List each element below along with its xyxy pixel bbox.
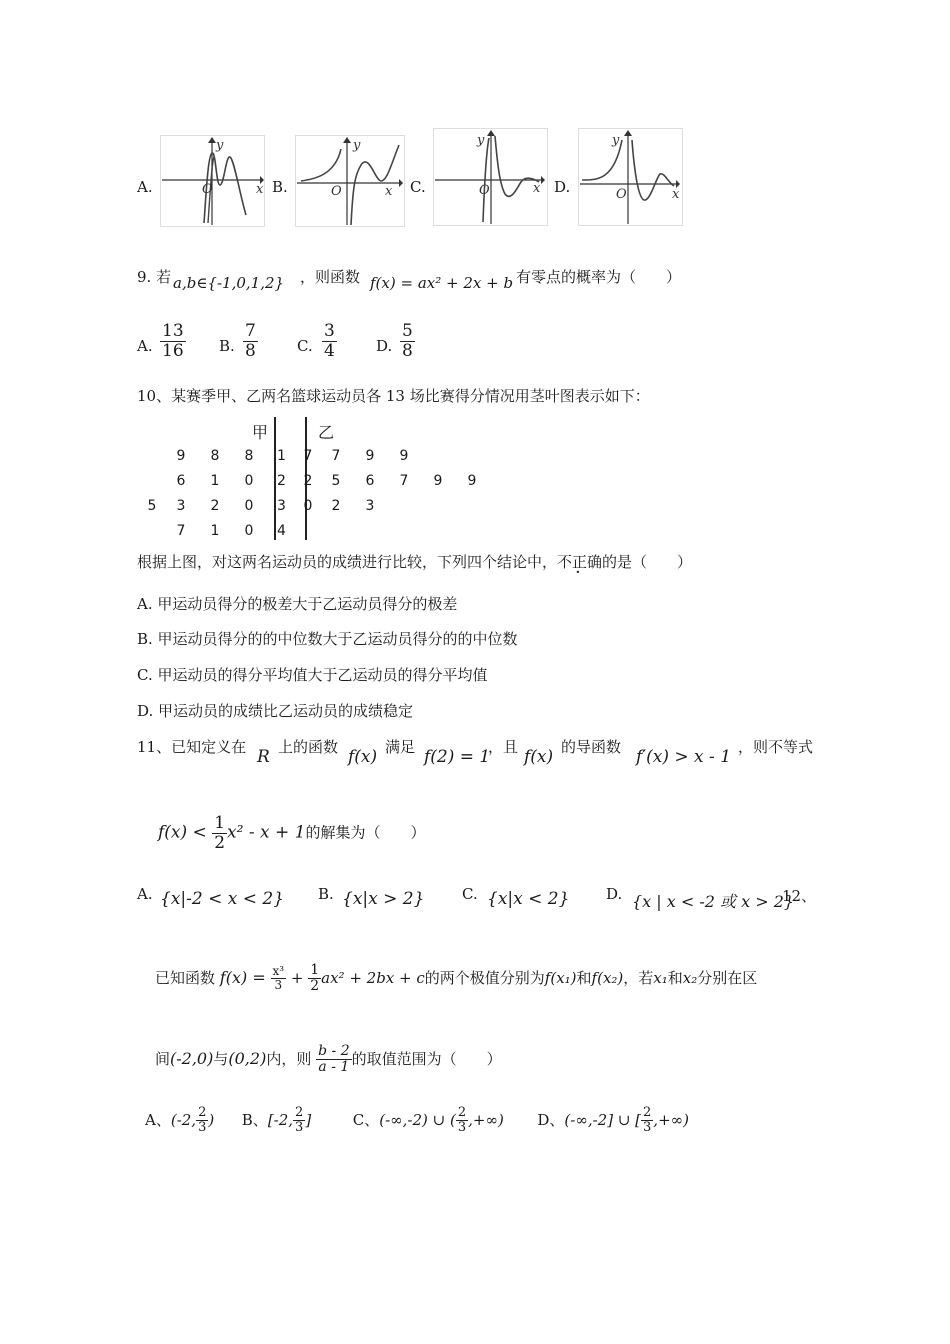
stem-leaf-row xyxy=(140,443,489,468)
q8-d-x-label: x xyxy=(672,187,680,202)
q11-option-c-label: C. xyxy=(462,885,478,903)
q9-function: f(x) = ax² + 2x + b xyxy=(370,274,514,292)
left-leaf: 0 xyxy=(244,522,254,539)
q10-option-b: B. 甲运动员得分的的中位数大于乙运动员得分的的中位数 xyxy=(137,630,518,648)
q9-option-b-label: B. xyxy=(219,337,235,355)
q10-question-pre: 根据上图，对这两名运动员的成绩进行比较，下列四个结论中， xyxy=(137,553,558,571)
left-leaf: 8 xyxy=(244,447,254,464)
right-leaf xyxy=(455,443,489,468)
q11-option-c: {x|x < 2} xyxy=(487,889,570,909)
left-leaf xyxy=(140,443,164,468)
q10-question-post: 的是（ ） xyxy=(602,553,693,571)
right-leaf xyxy=(421,518,455,543)
right-leaf xyxy=(421,493,455,518)
q10-stem: 10、某赛季甲、乙两名篮球运动员各 13 场比赛得分情况用茎叶图表示如下： xyxy=(137,387,650,405)
q8-b-origin: O xyxy=(331,184,342,199)
q8-a-x-label: x xyxy=(256,182,264,197)
q9-option-a-fraction: $\frac{13}{16}$ xyxy=(162,321,184,361)
q11-option-d: {x | x < -2 或 x > 2} xyxy=(632,892,795,911)
q9-set: a,b∈{-1,0,1,2} xyxy=(173,274,285,292)
q11-option-a: {x|-2 < x < 2} xyxy=(160,889,285,909)
q8-option-c-label: C. xyxy=(410,178,426,196)
right-leaf: 5 xyxy=(331,472,341,489)
stem-leaf-row xyxy=(140,468,489,493)
q8-d-origin: O xyxy=(616,187,627,202)
q12-options xyxy=(145,1106,689,1136)
left-leaf: 3 xyxy=(176,497,186,514)
q8-c-origin: O xyxy=(479,183,490,198)
right-leaf xyxy=(455,518,489,543)
right-leaf xyxy=(455,493,489,518)
right-leaf: 0 xyxy=(303,497,313,514)
right-leaf xyxy=(297,518,319,543)
stem-leaf-row xyxy=(140,518,489,543)
right-leaf xyxy=(387,518,421,543)
left-leaf: 2 xyxy=(210,497,220,514)
stem-leaf-row xyxy=(140,493,489,518)
q12-line1: 已知函数 f(x) = $\frac{\text{x³}}{3}$ + $\frac{1}{2}$ ax² + 2bx + c的两个极值分别为f(x₁)和f(x₂)，若x₁和x₂分别在区 xyxy=(155,962,758,995)
stem-leaf-table xyxy=(140,443,489,543)
q11-option-a-label: A. xyxy=(137,885,153,903)
right-leaf: 7 xyxy=(399,472,409,489)
q9-option-d-label: D. xyxy=(376,337,393,355)
q10-option-a: A. 甲运动员得分的极差大于乙运动员得分的极差 xyxy=(137,595,458,613)
right-leaf: 2 xyxy=(303,472,313,489)
left-leaf: 0 xyxy=(244,472,254,489)
stem-leaf-right-head: 乙 xyxy=(318,423,335,442)
q8-graph-b xyxy=(295,135,405,227)
left-leaf xyxy=(140,518,164,543)
q11-p4: ，且 xyxy=(488,738,519,756)
stem-value: 2 xyxy=(277,472,286,489)
right-leaf xyxy=(353,518,387,543)
right-leaf: 2 xyxy=(331,497,341,514)
q10-option-d: D. 甲运动员的成绩比乙运动员的成绩稳定 xyxy=(137,702,414,720)
q11-option-b: {x|x > 2} xyxy=(342,889,425,909)
q11-option-b-label: B. xyxy=(318,885,334,903)
q11-p2: 上的函数 xyxy=(278,738,339,756)
q11-fx2: f(x) xyxy=(524,747,554,767)
right-leaf: 3 xyxy=(365,497,375,514)
right-leaf: 9 xyxy=(467,472,477,489)
q11-fx: f(x) xyxy=(348,747,378,767)
left-leaf: 1 xyxy=(210,522,220,539)
q11-p3: 满足 xyxy=(385,738,416,756)
q9-option-d-fraction: $\frac{5}{8}$ xyxy=(402,321,413,361)
left-leaf: 1 xyxy=(210,472,220,489)
q10-option-c: C. 甲运动员的得分平均值大于乙运动员的得分平均值 xyxy=(137,666,488,684)
left-leaf: 0 xyxy=(244,497,254,514)
q12-option-d: D、(-∞,-2] ∪ [ $\frac{2}{3}$ ,+∞) xyxy=(537,1105,689,1136)
q12-frac-half: $\frac{1}{2}$ xyxy=(310,962,320,995)
q9-option-c-fraction: $\frac{3}{4}$ xyxy=(324,321,335,361)
q8-option-d-label: D. xyxy=(554,178,571,196)
q11-p5: 的导函数 xyxy=(561,738,622,756)
left-leaf: 7 xyxy=(176,522,186,539)
right-leaf: 9 xyxy=(433,472,443,489)
right-leaf xyxy=(319,518,353,543)
left-leaf xyxy=(140,468,164,493)
stem-value: 3 xyxy=(277,497,286,514)
q8-option-a-label: A. xyxy=(137,178,153,196)
q8-b-x-label: x xyxy=(385,184,393,199)
q8-c-x-label: x xyxy=(533,181,541,196)
q8-d-y-label: y xyxy=(612,133,620,148)
q8-a-y-label: y xyxy=(216,138,224,153)
q8-graph-d xyxy=(578,128,683,226)
q12-number: 12、 xyxy=(782,887,817,905)
q11-R: R xyxy=(257,747,270,767)
q9-option-a-label: A. xyxy=(137,337,153,355)
left-leaf: 9 xyxy=(176,447,186,464)
q8-c-y-label: y xyxy=(477,133,485,148)
q9-option-b-fraction: $\frac{7}{8}$ xyxy=(245,321,256,361)
left-leaf: 5 xyxy=(147,497,157,514)
q11-cond2: f′(x) > x - 1 xyxy=(636,747,732,767)
q9-prefix: 9. 若 xyxy=(137,268,172,286)
q9-mid: ，则函数 xyxy=(300,268,361,286)
right-leaf: 6 xyxy=(365,472,375,489)
right-leaf: 7 xyxy=(303,447,313,464)
q8-graph-a xyxy=(160,135,265,227)
q11-p1: 11、已知定义在 xyxy=(137,738,247,756)
q12-frac-x3-over-3: $\frac{\text{x³}}{3}$ xyxy=(272,964,285,993)
q12-option-b: B、[-2, $\frac{2}{3}$ ] xyxy=(241,1105,312,1136)
stem-leaf-left-head: 甲 xyxy=(252,423,269,442)
right-leaf xyxy=(387,493,421,518)
q8-graph-c xyxy=(433,128,548,226)
left-leaf: 8 xyxy=(210,447,220,464)
right-leaf: 7 xyxy=(331,447,341,464)
right-leaf: 9 xyxy=(365,447,375,464)
stem-value: 4 xyxy=(277,522,286,539)
q12-option-a: A、(-2, $\frac{2}{3}$ ) xyxy=(145,1105,215,1136)
q12-option-c: C、(-∞,-2) ∪ ( $\frac{2}{3}$ ,+∞) xyxy=(352,1105,504,1136)
q11-cond1: f(2) = 1 xyxy=(424,747,491,767)
q11-option-d-label: D. xyxy=(606,885,623,903)
q11-inequality: f(x) < $\frac{1}{2}$ x² - x + 1的解集为（ ） xyxy=(158,813,426,853)
q11-half-fraction: $\frac{1}{2}$ xyxy=(214,813,226,853)
q9-suffix: 有零点的概率为（ ） xyxy=(516,268,682,286)
stem-value: 1 xyxy=(277,447,286,464)
q8-option-b-label: B. xyxy=(272,178,288,196)
q10-question-emph: 不正确 xyxy=(557,553,603,571)
q9-option-c-label: C. xyxy=(297,337,313,355)
q8-a-origin: O xyxy=(202,182,213,197)
right-leaf xyxy=(421,443,455,468)
q12-line2: 间(-2,0)与(0,2)内，则 $\frac{b - 2}{a - 1}$ 的取值范围为（ ） xyxy=(155,1043,502,1076)
q12-ratio-fraction: $\frac{b - 2}{a - 1}$ xyxy=(318,1043,350,1076)
q10-question xyxy=(137,551,692,572)
left-leaf: 6 xyxy=(176,472,186,489)
right-leaf: 9 xyxy=(399,447,409,464)
q11-p6: ，则不等式 xyxy=(738,738,814,756)
q8-b-y-label: y xyxy=(353,138,361,153)
